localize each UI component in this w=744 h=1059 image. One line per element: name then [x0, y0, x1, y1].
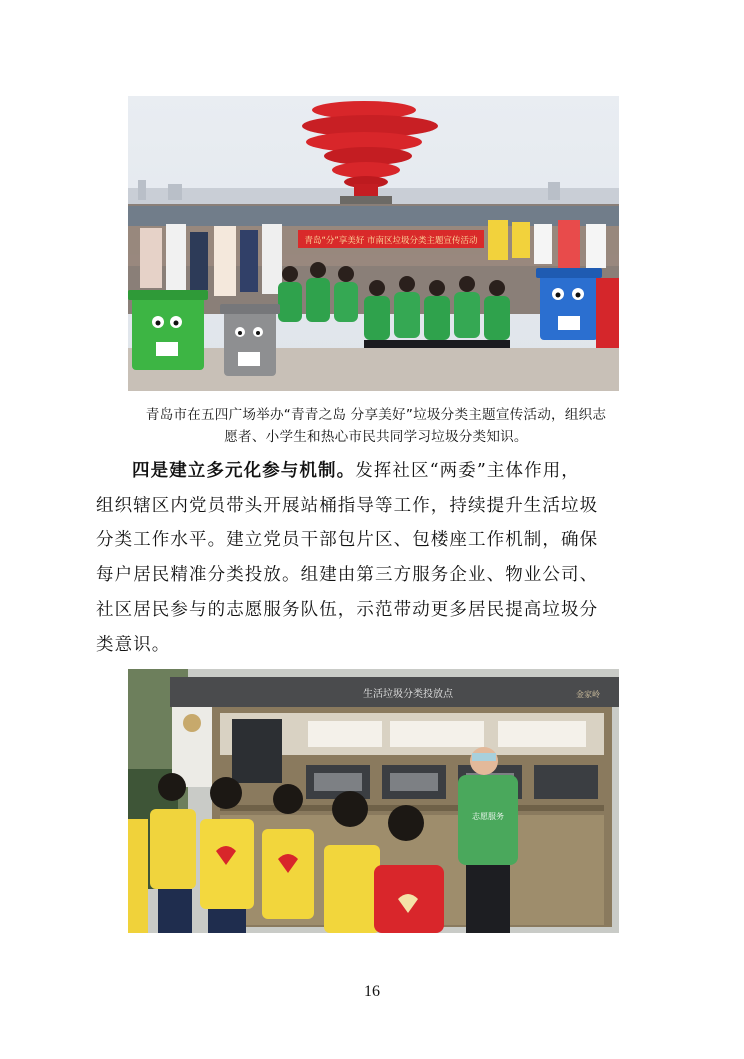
paragraph-line-1: [96, 454, 652, 489]
photo-caption: [96, 404, 656, 448]
svg-text:志愿服务: 志愿服务: [472, 812, 504, 821]
paragraph-line-5: 社区居民参与的志愿服务队伍，示范带动更多居民提高垃圾分: [96, 599, 599, 620]
caption-line-2: 愿者、小学生和热心市民共同学习垃圾分类知识。: [224, 429, 528, 445]
event-banner: [298, 230, 484, 248]
paragraph-line-3: 分类工作水平。建立党员干部包片区、包楼座工作机制，确保: [96, 530, 599, 551]
svg-text:青岛“分”享美好 市南区垃圾分类主题宣传活动: 青岛“分”享美好 市南区垃圾分类主题宣传活动: [304, 236, 478, 246]
paragraph-lead: 四是建立多元化参与机制。: [132, 461, 356, 481]
station-photo: [128, 669, 619, 933]
gray-bin-mascot: [220, 304, 280, 376]
body-paragraph: [96, 454, 652, 662]
blue-bin-mascot: [536, 268, 602, 340]
paragraph-line-4: 每户居民精准分类投放。组建由第三方服务企业、物业公司、: [96, 565, 599, 586]
page-number: 16: [364, 983, 380, 1000]
paragraph-line-2: 组织辖区内党员带头开展站桶指导等工作，持续提升生活垃圾: [96, 495, 599, 516]
paragraph-line-6: 类意识。: [96, 634, 171, 655]
svg-text:生活垃圾分类投放点: 生活垃圾分类投放点: [363, 689, 453, 700]
green-bin-mascot: [128, 290, 208, 370]
caption-line-1: 青岛市在五四广场举办“青青之岛 分享美好”垃圾分类主题宣传活动，组织志: [145, 407, 607, 423]
paragraph-line-1-text: 发挥社区“两委”主体作用，: [355, 461, 580, 481]
event-photo: [128, 96, 619, 391]
red-bin-mascot: [596, 278, 619, 348]
svg-text:金家岭: 金家岭: [576, 690, 600, 699]
